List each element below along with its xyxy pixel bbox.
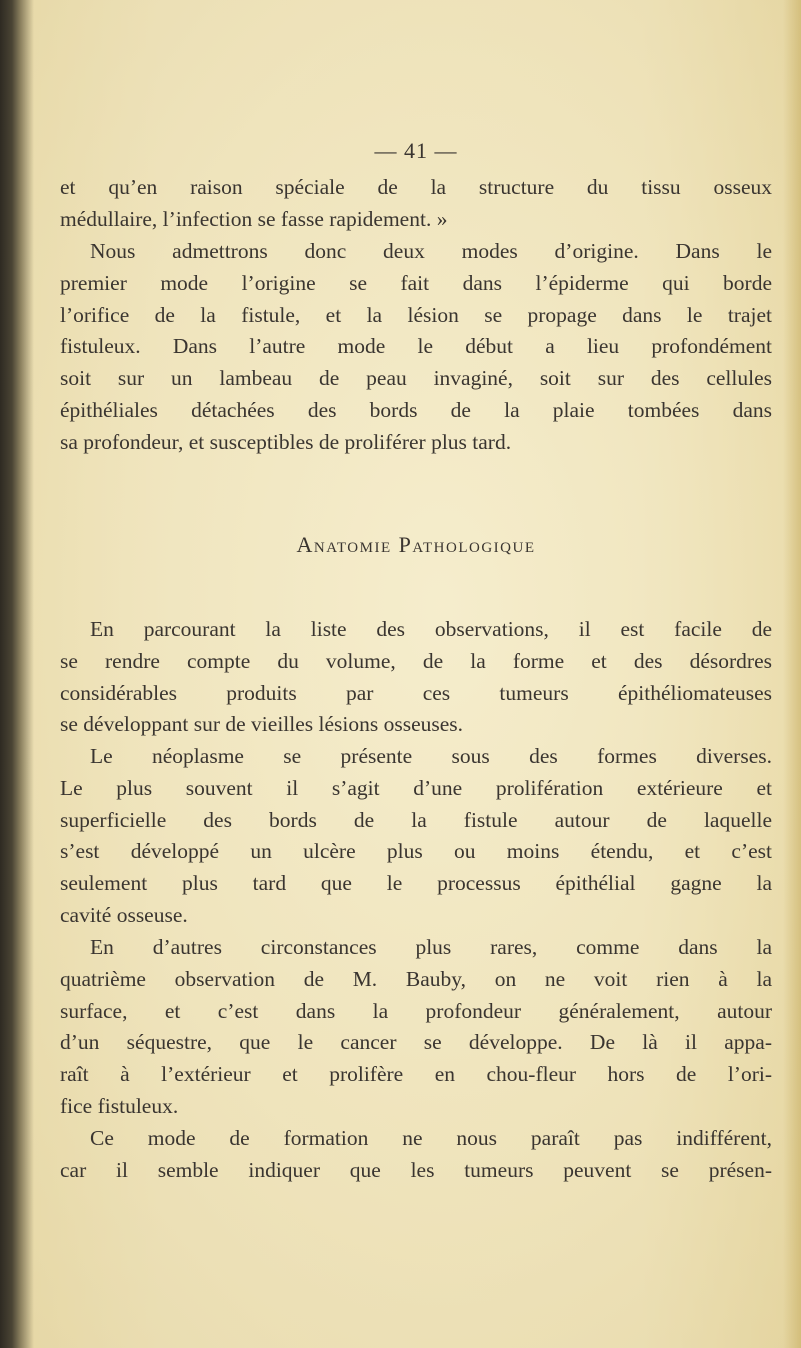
paragraph-rare <box>60 932 772 1123</box>
text-line: l’orifice de la fistule, et la lésion se propage dans le trajet <box>60 302 772 327</box>
text-line: médullaire, l’infection se fasse rapidement. » <box>60 206 448 231</box>
text-line: superficielle des bords de la fistule autour de laquelle <box>60 807 772 832</box>
page-edge-shadow <box>783 0 801 1348</box>
paragraph-mode <box>60 1123 772 1187</box>
intro-paragraph <box>60 172 772 236</box>
text-line: Nous admettrons donc deux modes d’origine. Dans le <box>90 239 772 263</box>
text-line: Ce mode de formation ne nous paraît pas indifférent, <box>90 1126 772 1150</box>
book-binding-edge <box>0 0 34 1348</box>
text-line: En parcourant la liste des observations, il est facile de <box>90 617 772 641</box>
text-line: d’un séquestre, que le cancer se développe. De là il appa- <box>60 1030 772 1055</box>
text-line: cavité osseuse. <box>60 902 188 927</box>
text-line: surface, et c’est dans la profondeur généralement, autour <box>60 998 772 1023</box>
text-line: seulement plus tard que le processus épithélial gagne la <box>60 871 772 896</box>
text-line: quatrième observation de M. Bauby, on ne voit rien à la <box>60 966 772 991</box>
text-line: sa profondeur, et susceptibles de proliférer plus tard. <box>60 429 512 454</box>
text-line: se développant sur de vieilles lésions osseuses. <box>60 712 464 737</box>
text-line: se rendre compte du volume, de la forme et des désordres <box>60 648 772 673</box>
text-line: Le néoplasme se présente sous des formes diverses. <box>90 744 772 768</box>
text-line: soit sur un lambeau de peau invaginé, soit sur des cellules <box>60 366 772 391</box>
text-line: et qu’en raison spéciale de la structure du tissu osseux <box>60 175 772 199</box>
text-line: fice fistuleux. <box>60 1093 179 1118</box>
text-line: considérables produits par ces tumeurs épithéliomateuses <box>60 680 772 705</box>
text-line: car il semble indiquer que les tumeurs peuvent se présen- <box>60 1157 772 1182</box>
section-heading: Anatomie Pathologique <box>296 532 536 557</box>
text-line: Le plus souvent il s’agit d’une prolifération extérieure et <box>60 775 772 800</box>
text-line: fistuleux. Dans l’autre mode le début a lieu profondément <box>60 334 772 359</box>
text-line: En d’autres circonstances plus rares, comme dans la <box>90 935 772 959</box>
text-line: s’est développé un ulcère plus ou moins étendu, et c’est <box>60 839 772 864</box>
paragraph-neoplasm <box>60 741 772 932</box>
text-line: premier mode l’origine se fait dans l’épiderme qui borde <box>60 270 772 295</box>
page-number: — 41 — <box>374 138 458 163</box>
paragraph-origin <box>60 236 772 459</box>
paragraph-survey <box>60 614 772 741</box>
text-line: raît à l’extérieur et prolifère en chou-fleur hors de l’ori- <box>60 1062 772 1087</box>
text-line: épithéliales détachées des bords de la plaie tombées dans <box>60 397 772 422</box>
